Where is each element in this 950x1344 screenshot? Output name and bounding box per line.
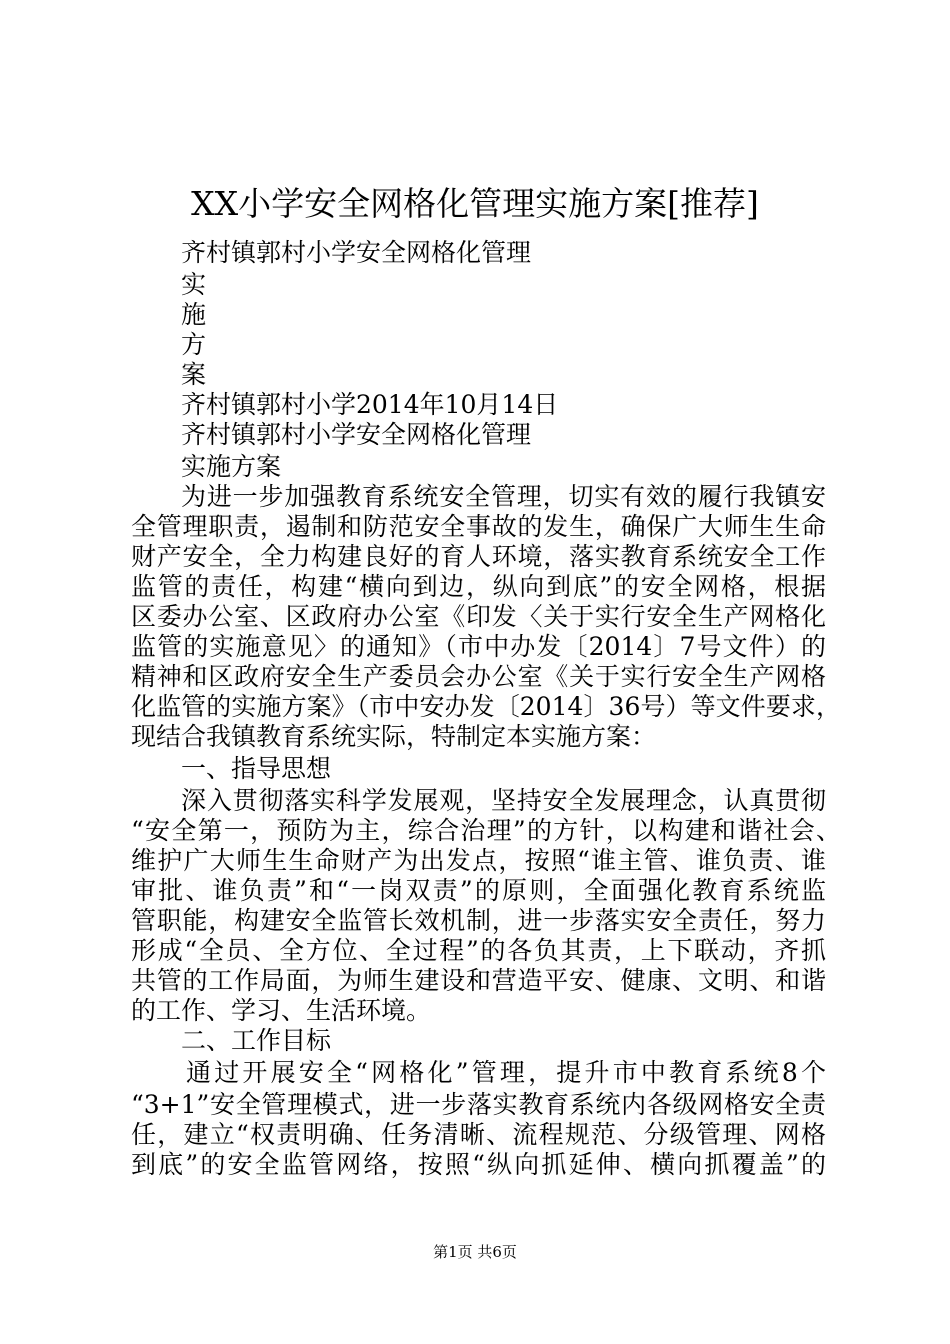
paragraph-line: 财产安全，全力构建良好的育人环境，落实教育系统安全工作 (131, 542, 826, 571)
vertical-char: 实 (181, 270, 207, 299)
paragraph-line: 的工作、学习、生活环境。 (131, 996, 432, 1025)
vertical-char: 案 (181, 360, 207, 389)
paragraph-line: 监管的责任，构建“横向到边，纵向到底”的安全网格，根据 (131, 572, 826, 601)
section-heading: 二、工作目标 (181, 1026, 332, 1055)
paragraph-line: 深入贯彻落实科学发展观，坚持安全发展理念，认真贯彻 (181, 786, 826, 815)
paragraph-line: 维护广大师生生命财产为出发点，按照“谁主管、谁负责、谁 (131, 846, 826, 875)
paragraph-line: 全管理职责，遏制和防范安全事故的发生，确保广大师生生命 (131, 512, 826, 541)
paragraph-line: “3+1”安全管理模式，进一步落实教育系统内各级网格安全责 (131, 1090, 826, 1119)
paragraph-line: 任，建立“权责明确、任务清晰、流程规范、分级管理、网格 (131, 1120, 826, 1149)
paragraph-line: 区委办公室、区政府办公室《印发〈关于实行安全生产网格化 (131, 602, 826, 631)
school-heading: 齐村镇郭村小学安全网格化管理 (181, 238, 532, 267)
paragraph-line: 现结合我镇教育系统实际，特制定本实施方案： (131, 722, 657, 751)
heading-line: 齐村镇郭村小学安全网格化管理 (181, 420, 532, 449)
paragraph-line: 精神和区政府安全生产委员会办公室《关于实行安全生产网格 (131, 662, 826, 691)
paragraph-line: 管职能，构建安全监管长效机制，进一步落实安全责任，努力 (131, 906, 826, 935)
date-line: 齐村镇郭村小学2014年10月14日 (181, 390, 559, 419)
paragraph-line: 形成“全员、全方位、全过程”的各负其责，上下联动，齐抓 (131, 936, 826, 965)
paragraph-line: “安全第一，预防为主，综合治理”的方针，以构建和谐社会、 (131, 816, 841, 845)
paragraph-line: 到底”的安全监管网络，按照“纵向抓延伸、横向抓覆盖”的 (131, 1150, 826, 1179)
paragraph-line: 共管的工作局面，为师生建设和营造平安、健康、文明、和谐 (131, 966, 826, 995)
vertical-char: 施 (181, 300, 207, 329)
paragraph-line: 监管的实施意见〉的通知》（市中办发〔2014〕7号文件）的 (131, 632, 826, 661)
page-footer: 第1页 共6页 (433, 1243, 517, 1261)
vertical-char: 方 (181, 330, 207, 359)
heading-line: 实施方案 (181, 452, 282, 481)
document-title: XX小学安全网格化管理实施方案[推荐] (191, 184, 759, 223)
paragraph-line: 通过开展安全“网格化”管理，提升市中教育系统8个 (186, 1058, 826, 1087)
paragraph-line: 审批、谁负责”和“一岗双责”的原则，全面强化教育系统监 (131, 876, 826, 905)
paragraph-line: 化监管的实施方案》（市中安办发〔2014〕36号）等文件要求， (131, 692, 841, 721)
section-heading: 一、指导思想 (181, 754, 332, 783)
paragraph-line: 为进一步加强教育系统安全管理，切实有效的履行我镇安 (181, 482, 826, 511)
